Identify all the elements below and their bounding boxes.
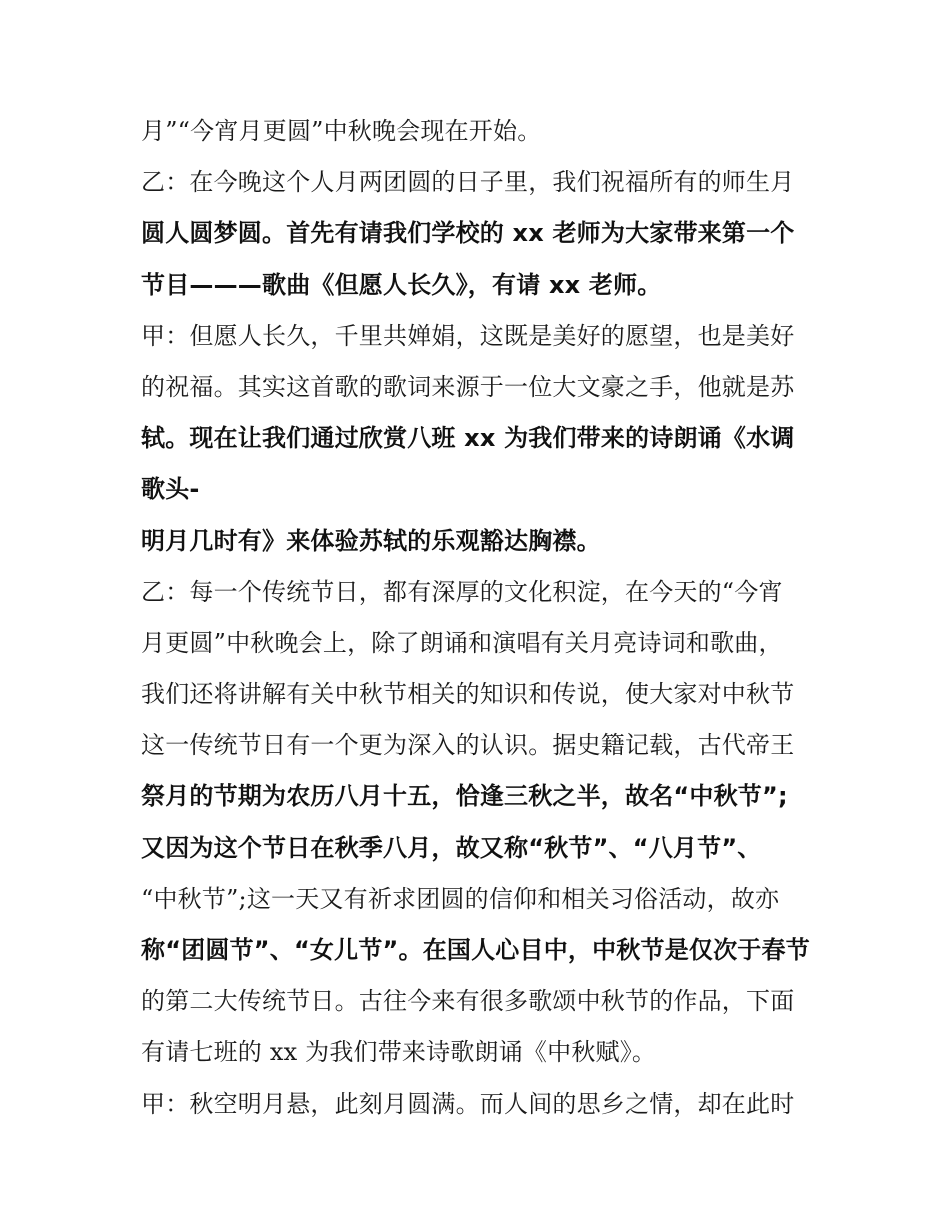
text-line: “中秋节”;这一天又有祈求团圆的信仰和相关习俗活动，故亦	[141, 884, 780, 913]
text-line: 月”“今宵月更圆”中秋晚会现在开始。	[141, 117, 542, 145]
text-line: 乙：每一个传统节日，都有深厚的文化积淀，在今天的“今宵	[141, 577, 783, 606]
text-line: 甲：但愿人长久，千里共婵娟，这既是美好的愿望，也是美好	[141, 321, 795, 350]
text-line: 的祝福。其实这首歌的歌词来源于一位大文豪之手，他就是苏	[141, 372, 795, 401]
text-line: 有请七班的 xx 为我们带来诗歌朗诵《中秋赋》。	[141, 1038, 657, 1067]
text-line: 称“团圆节”、“女儿节”。在国人心目中，中秋节是仅次于春节	[141, 936, 810, 964]
text-line: 圆人圆梦圆。首先有请我们学校的 xx 老师为大家带来第一个	[141, 219, 795, 248]
text-line: 歌头-	[141, 475, 200, 504]
text-line: 祭月的节期为农历八月十五，恰逢三秋之半，故名“中秋节”;	[141, 782, 788, 811]
text-line: 甲：秋空明月悬，此刻月圆满。而人间的思乡之情，却在此时	[141, 1089, 795, 1118]
document-body	[141, 106, 831, 1130]
text-line: 这一传统节日有一个更为深入的认识。据史籍记载，古代帝王	[141, 731, 795, 760]
text-line: 轼。现在让我们通过欣赏八班 xx 为我们带来的诗朗诵《水调	[141, 424, 795, 453]
text-line: 月更圆”中秋晚会上，除了朗诵和演唱有关月亮诗词和歌曲，	[141, 628, 783, 657]
text-line: 又因为这个节日在秋季八月，故又称“秋节”、“八月节”、	[141, 833, 762, 862]
text-line: 的第二大传统节日。古往今来有很多歌颂中秋节的作品，下面	[141, 987, 795, 1016]
text-line: 我们还将讲解有关中秋节相关的知识和传说，使大家对中秋节	[141, 680, 795, 709]
text-line: 明月几时有》来体验苏轼的乐观豁达胸襟。	[141, 526, 601, 555]
text-line: 乙：在今晚这个人月两团圆的日子里，我们祝福所有的师生月	[141, 168, 795, 197]
text-line: 节目———歌曲《但愿人长久》，有请 xx 老师。	[141, 270, 662, 299]
